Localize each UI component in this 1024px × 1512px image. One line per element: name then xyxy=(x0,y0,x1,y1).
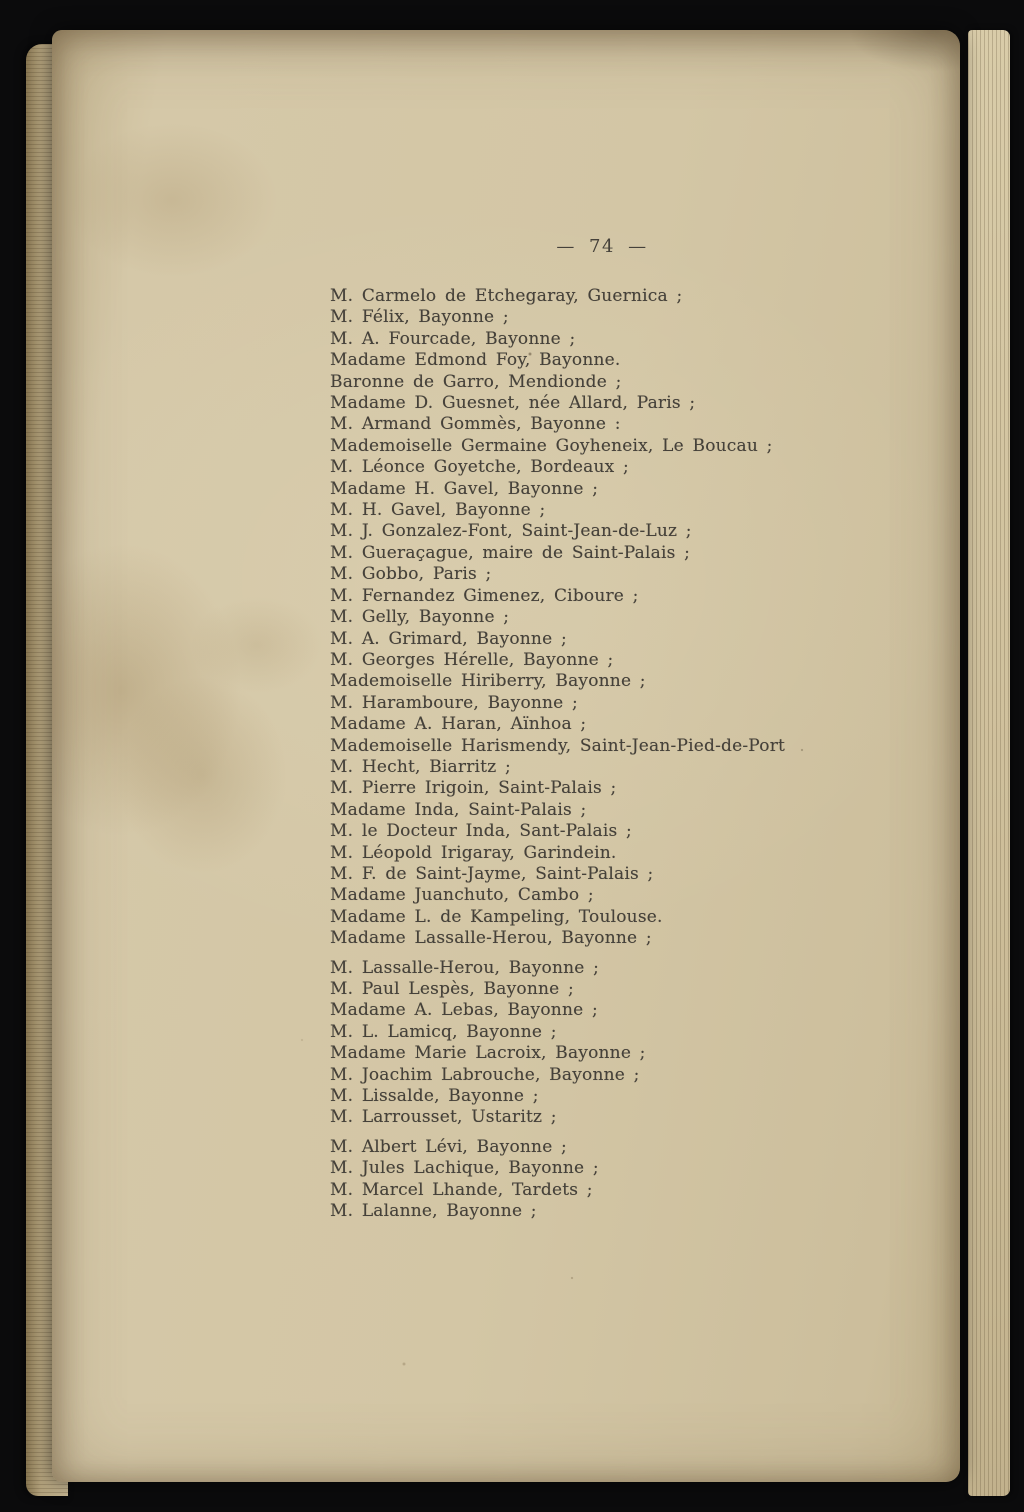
list-item: M. Lassalle-Herou, Bayonne ; xyxy=(330,957,600,978)
list-item: M. F. de Saint-Jayme, Saint-Palais ; xyxy=(330,863,654,884)
list-item: M. Marcel Lhande, Tardets ; xyxy=(330,1179,593,1200)
list-item: Madame D. Guesnet, née Allard, Paris ; xyxy=(330,393,696,414)
list-item: M. Haramboure, Bayonne ; xyxy=(330,692,578,713)
list-item: Madame Juanchuto, Cambo ; xyxy=(330,885,594,906)
list-item: M. Hecht, Biarritz ; xyxy=(330,756,511,777)
list-item: Mademoiselle Hiriberry, Bayonne ; xyxy=(330,671,646,692)
list-item: Madame L. de Kampeling, Toulouse. xyxy=(330,906,663,927)
list-item: M. L. Lamicq, Bayonne ; xyxy=(330,1021,557,1042)
list-item: M. Albert Lévi, Bayonne ; xyxy=(330,1136,567,1157)
list-item: M. le Docteur Inda, Sant-Palais ; xyxy=(330,821,632,842)
list-item: M. Joachim Labrouche, Bayonne ; xyxy=(330,1064,640,1085)
list-item: M. Armand Gommès, Bayonne : xyxy=(330,414,621,435)
list-item: M. Gueraçague, maire de Saint-Palais ; xyxy=(330,542,691,563)
list-item: Mademoiselle Harismendy, Saint-Jean-Pied-de-Port xyxy=(330,735,786,756)
list-item: Madame A. Haran, Aïnhoa ; xyxy=(330,714,587,735)
list-item: M. Léopold Irigaray, Garindein. xyxy=(330,842,617,863)
list-item: M. Pierre Irigoin, Saint-Palais ; xyxy=(330,778,617,799)
list-item: Madame Inda, Saint-Palais ; xyxy=(330,799,587,820)
list-item: M. Lissalde, Bayonne ; xyxy=(330,1086,539,1107)
list-item: M. Carmelo de Etchegaray, Guernica ; xyxy=(330,286,683,306)
list-item: M. Georges Hérelle, Bayonne ; xyxy=(330,649,614,670)
list-item: M. H. Gavel, Bayonne ; xyxy=(330,500,546,521)
member-list xyxy=(330,286,870,1222)
list-item: Madame Edmond Foy, Bayonne. xyxy=(330,350,621,371)
list-item: M. J. Gonzalez-Font, Saint-Jean-de-Luz ; xyxy=(330,521,692,542)
list-item: Madame Lassalle-Herou, Bayonne ; xyxy=(330,928,652,949)
list-item: M. Lalanne, Bayonne ; xyxy=(330,1201,537,1222)
list-item: Madame H. Gavel, Bayonne ; xyxy=(330,478,599,499)
list-item: Madame A. Lebas, Bayonne ; xyxy=(330,1000,598,1021)
list-item: M. Larrousset, Ustaritz ; xyxy=(330,1107,557,1128)
list-item: M. A. Fourcade, Bayonne ; xyxy=(330,328,576,349)
list-item: Baronne de Garro, Mendionde ; xyxy=(330,371,622,392)
list-item: Madame Marie Lacroix, Bayonne ; xyxy=(330,1043,646,1064)
list-item: M. Jules Lachique, Bayonne ; xyxy=(330,1158,599,1179)
list-item: M. A. Grimard, Bayonne ; xyxy=(330,628,567,649)
page-number: — 74 — xyxy=(556,236,648,257)
list-item: M. Gelly, Bayonne ; xyxy=(330,607,510,628)
list-item: M. Léonce Goyetche, Bordeaux ; xyxy=(330,457,629,478)
list-item: M. Fernandez Gimenez, Ciboure ; xyxy=(330,585,639,606)
book-page xyxy=(52,30,960,1482)
list-item: M. Gobbo, Paris ; xyxy=(330,564,492,585)
list-item: Mademoiselle Germaine Goyheneix, Le Boucau ; xyxy=(330,435,773,456)
book-fore-edge xyxy=(968,30,1010,1496)
list-item: M. Félix, Bayonne ; xyxy=(330,307,509,328)
list-item: M. Paul Lespès, Bayonne ; xyxy=(330,979,574,999)
